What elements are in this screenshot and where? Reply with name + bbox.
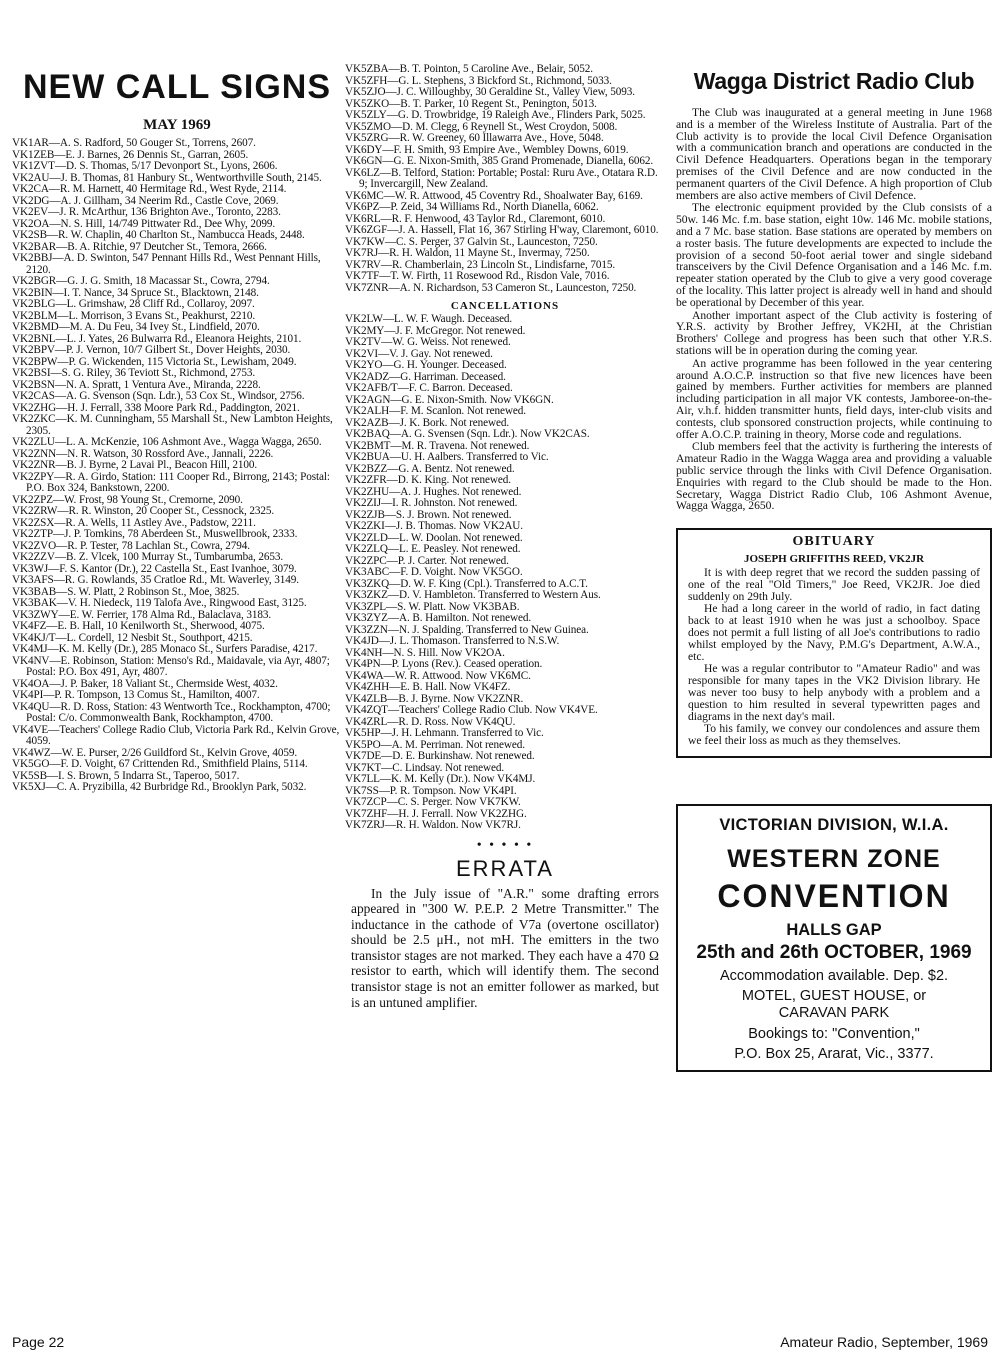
convention-accommodation: Accommodation available. Dep. $2. [719, 968, 949, 985]
call-sign-entry: VK1ZVT—D. S. Thomas, 5/17 Devonport St., Lyons, 2606. [12, 160, 278, 172]
cancellation-entry: VK2ZLQ—L. E. Peasley. Not renewed. [345, 543, 521, 555]
call-sign-entry: VK6LZ—B. Telford, Station: Portable; Postal: Ruru Ave., Otatara R.D. 9; Invercargill, New Zealand. [345, 166, 658, 190]
call-sign-entry: VK2DG—A. J. Gillham, 34 Neerim Rd., Castle Cove, 2069. [12, 194, 279, 207]
cancellation-entry: VK4NH—N. S. Hill. Now VK2OA. [345, 646, 505, 659]
call-sign-entry: VK4KJ/T—L. Cordell, 12 Nesbit St., Southport, 4215. [12, 631, 253, 644]
cancellation-entry: VK2ZFR—D. K. King. Not renewed. [345, 474, 511, 486]
convention-address: P.O. Box 25, Ararat, Vic., 3377. [734, 1046, 934, 1063]
call-sign-entry: VK1AR—A. S. Radford, 50 Gouger St., Torrens, 2607. [12, 137, 256, 149]
call-sign-list-continued [345, 64, 665, 294]
cancellation-entry: VK2AZB—J. K. Bork. Not renewed. [345, 416, 510, 429]
cancellation-entry: VK2TV—W. G. Weiss. Not renewed. [345, 336, 511, 348]
obituary-text [688, 567, 980, 747]
cancellation-entry: VK3ZYZ—A. B. Hamilton. Not renewed. [345, 612, 532, 624]
month-heading: MAY 1969 [143, 117, 211, 133]
convention-dates: 25th and 26th OCTOBER, 1969 [696, 942, 972, 964]
call-sign-entry: VK4MJ—K. M. Kelly (Dr.), 285 Monaco St., Surfers Paradise, 4217. [12, 643, 318, 655]
cancellation-entry: VK2ADZ—G. Harriman. Deceased. [345, 370, 506, 383]
call-sign-entry: VK2ZKC—K. M. Cunningham, 55 Marshall St., New Lambton Heights, 2305. [12, 413, 333, 437]
call-sign-entry: VK2ZZV—B. Z. Vlcek, 100 Murray St., Tumbarumba, 2653. [12, 551, 284, 563]
call-sign-entry: VK5ZMO—D. M. Clegg, 6 Reynell St., West Croydon, 5008. [345, 120, 618, 133]
call-sign-entry: VK6GN—G. E. Nixon-Smith, 385 Grand Promenade, Dianella, 6062. [345, 155, 654, 167]
call-sign-entry: VK5ZBA—B. T. Pointon, 5 Caroline Ave., Belair, 5052. [345, 63, 593, 75]
call-sign-entry: VK7ZNR—A. N. Richardson, 53 Cameron St., Launceston, 7250. [345, 281, 637, 294]
publication-info: Amateur Radio, September, 1969 [780, 1334, 988, 1350]
call-sign-entry: VK2BLM—L. Morrison, 3 Evans St., Peakhurst, 2210. [12, 309, 256, 322]
convention-lodging-1: MOTEL, GUEST HOUSE, or [741, 988, 927, 1005]
call-sign-entry: VK2BNL—L. J. Yates, 26 Bulwarra Rd., Eleanora Heights, 2101. [12, 332, 302, 345]
call-sign-entry: VK4NV—E. Robinson, Station: Menso's Rd., Maidavale, via Ayr, 4807; Postal: P.O. Box 491, Ayr, 4807. [12, 654, 330, 678]
cancellations-heading: CANCELLATIONS [450, 300, 560, 312]
obituary-box [676, 528, 992, 758]
call-sign-entry: VK5ZJO—J. C. Willoughby, 30 Geraldine St., Valley View, 5093. [345, 86, 635, 98]
call-sign-entry: VK2ZPY—R. A. Girdo, Station: 111 Cooper Rd., Birrong, 2143; Postal: P.O. Box 324, Bankstown, 2200. [12, 470, 330, 494]
cancellation-entry: VK2MY—J. F. McGregor. Not renewed. [345, 324, 526, 337]
convention-advert [676, 804, 992, 1072]
call-sign-entry: VK2SB—R. W. Chaplin, 40 Charlton St., Nambucca Heads, 2448. [12, 229, 305, 241]
call-sign-entry: VK4FZ—E. B. Hall, 10 Kenilworth St., Sherwood, 4075. [12, 620, 265, 632]
call-sign-entry: VK5ZFH—G. L. Stephens, 3 Bickford St., Richmond, 5033. [345, 74, 612, 87]
cancellation-entry: VK4JD—J. L. Thomason. Transferred to N.S.W. [345, 635, 560, 647]
call-sign-entry: VK2EV—J. R. McArthur, 136 Brighton Ave., Toronto, 2283. [12, 206, 281, 218]
convention-location: HALLS GAP [786, 921, 882, 940]
call-sign-entry: VK5SB—I. S. Brown, 5 Indarra St., Taperoo, 5017. [12, 769, 240, 782]
right-column [676, 64, 992, 1072]
cancellation-entry: VK2AFB/T—F. C. Barron. Deceased. [345, 382, 513, 394]
call-sign-entry: VK2OA—N. S. Hill, 14/749 Pittwater Rd., Dee Why, 2099. [12, 217, 276, 230]
call-sign-list [12, 138, 342, 794]
call-sign-entry: VK5GO—F. D. Voight, 67 Crittenden Rd., Smithfield Plains, 5114. [12, 758, 308, 770]
cancellation-entry: VK3ABC—F. D. Voight. Now VK5GO. [345, 566, 523, 578]
obituary-heading: OBITUARY [792, 534, 876, 550]
cancellation-entry: VK2ZIJ—I. R. Johnston. Not renewed. [345, 497, 518, 509]
call-sign-entry: VK6RL—R. F. Henwood, 43 Taylor Rd., Claremont, 6010. [345, 212, 606, 225]
cancellation-entry: VK4ZLB—B. J. Byrne. Now VK2ZNR. [345, 692, 524, 705]
cancellation-entry: VK2BAQ—A. G. Svensen (Sqn. Ldr.). Now VK2CAS. [345, 428, 590, 440]
cancellation-entry: VK7SS—P. R. Tompson. Now VK4PI. [345, 784, 517, 797]
section-title: NEW CALL SIGNS [22, 68, 332, 106]
call-sign-entry: VK2ZTP—J. P. Tomkins, 78 Aberdeen St., Muswellbrook, 2333. [12, 528, 298, 540]
convention-lodging-2: CARAVAN PARK [778, 1005, 890, 1022]
call-sign-entry: VK6DY—F. H. Smith, 93 Empire Ave., Wembley Downs, 6019. [345, 143, 629, 156]
cancellation-entry: VK2BUA—U. H. Aalbers. Transferred to Vic. [345, 451, 549, 463]
convention-title: CONVENTION [717, 878, 951, 915]
cancellation-entry: VK5HP—J. H. Lehmann. Transferred to Vic. [345, 727, 544, 739]
call-sign-entry: VK6ZGF—J. A. Hassell, Flat 16, 367 Stirling H'way, Claremont, 6010. [345, 224, 659, 236]
middle-column [345, 64, 665, 1010]
cancellation-entry: VK3ZZN—N. J. Spalding. Transferred to New Guinea. [345, 623, 589, 636]
convention-zone: WESTERN ZONE [727, 845, 941, 874]
wagga-club-heading: Wagga District Radio Club [693, 68, 975, 94]
cancellation-entry: VK7DE—D. E. Burkinshaw. Not renewed. [345, 750, 535, 762]
call-sign-entry: VK3BAB—S. W. Platt, 2 Robinson St., Moe, 3825. [12, 585, 240, 598]
call-sign-entry: VK7TF—T. W. Firth, 11 Rosewood Rd., Risdon Vale, 7016. [345, 270, 610, 282]
cancellation-entry: VK5PO—A. M. Perriman. Not renewed. [345, 738, 525, 751]
call-sign-entry: VK3AFS—R. G. Rowlands, 35 Cratloe Rd., Mt. Waverley, 3149. [12, 574, 299, 586]
call-sign-entry: VK2BPV—P. J. Vernon, 10/7 Gilbert St., Dover Heights, 2030. [12, 344, 291, 356]
cancellation-entry: VK2ZPC—P. J. Carter. Not renewed. [345, 554, 509, 567]
article-paragraph: The electronic equipment provided by the Club consists of a 50w. 146 Mc. f.m. base station, eight 10w. 146 Mc. mobile stations, and a 7 Mc. base station. Base stations are operated by members on a roster basis. The future developments are expected to include the provision of a second 50-foot aerial tower and single sideband transceivers by the Civil Defence Organisation and a 146 Mc. f.m. repeater station operated by the Club to give a very good coverage of the locality. This latter project is already well in hand and should be operational by December of this year. [676, 201, 992, 309]
cancellation-entry: VK2BMT—M. R. Travena. Not renewed. [345, 439, 530, 452]
errata-heading: ERRATA [456, 855, 554, 881]
cancellation-entry: VK7KT—C. Lindsay. Not renewed. [345, 761, 505, 774]
cancellation-entry: VK4PN—P. Lyons (Rev.). Ceased operation. [345, 658, 543, 670]
call-sign-entry: VK5ZRG—R. W. Greeney, 60 Illawarra Ave., Hove, 5048. [345, 132, 604, 144]
article-paragraph: Another important aspect of the Club activity is fostering of Y.R.S. activity by Brother Jeffrey, VK2HI, at the Christian Brothers' College and progress has been such that other Y.R.S. stations will be in operation during the coming year. [676, 308, 992, 357]
cancellation-entry: VK2YO—G. H. Younger. Deceased. [345, 359, 507, 371]
obituary-paragraph: He was a regular contributor to "Amateur Radio" and was responsible for many tapes in the VK2 Division library. He was never too busy to help anybody with a problem and a question to him resulted in several typewritten pages and diagrams in the next day's mail. [688, 662, 980, 723]
call-sign-entry: VK2BSI—S. G. Riley, 36 Teviott St., Richmond, 2753. [12, 367, 256, 379]
article-paragraph: Club members feel that the activity is furthering the interests of Amateur Radio in the Wagga Wagga area and providing a valuable public service through the links with Civil Defence Organisation. Enquiries with regard to the Club should be made to the Hon. Secretary, Wagga District Radio Club, 106 Ashmont Avenue, Wagga Wagga, 2650. [676, 440, 992, 513]
cancellation-entry: VK2ZKI—J. B. Thomas. Now VK2AU. [345, 520, 523, 532]
article-paragraph: An active programme has been followed in the year centering around A.O.C.P. instruction so that five new licences have been gained by members. Further activities for members are planned including participation in all major VK contests, Jamboree-on-the-Air, v.h.f. hidden transmitter hunts, field days, inter-club visits and contests, club sponsored construction projects, while continuing to offer A.O.C.P. training in theory, Morse code and regulations. [676, 356, 992, 441]
cancellation-entry: VK2ZJB—S. J. Brown. Not renewed. [345, 508, 512, 521]
call-sign-entry: VK2BIN—I. T. Nance, 34 Spruce St., Blacktown, 2148. [12, 286, 259, 299]
obituary-subject: JOSEPH GRIFFITHS REED, VK2JR [743, 553, 925, 566]
call-sign-entry: VK2ZVO—R. P. Tester, 78 Lachlan St., Cowra, 2794. [12, 539, 250, 552]
cancellation-entry: VK2ZHU—A. J. Hughes. Not renewed. [345, 485, 522, 498]
call-sign-entry: VK4QU—R. D. Ross, Station: 43 Wentworth Tce., Rockhampton, 4700; Postal: C/o. Commonwealth Bank, Rockhampton, 4700. [12, 700, 331, 724]
cancellation-entry: VK2VI—V. J. Gay. Not renewed. [345, 347, 493, 360]
convention-bookings: Bookings to: "Convention," [748, 1026, 920, 1043]
new-call-signs-column [12, 60, 342, 794]
cancellation-entry: VK4WA—W. R. Attwood. Now VK6MC. [345, 669, 531, 682]
call-sign-entry: VK4WZ—W. E. Purser, 2/26 Guildford St., Kelvin Grove, 4059. [12, 746, 298, 759]
article-paragraph: The Club was inaugurated at a general meeting in June 1968 and is a member of the Wireless Institute of Australia. Part of the Club activity is to provide the local Civil Defence Organisation with a communication branch and operations are conducted in the Civil Defence Headquarters. Operations began in the temporary premises of the Civil Defence and are now conducted in the permanent quarters of the Civil Defence. A high proportion of Club members are also active members of Civil Defence. [676, 106, 992, 202]
call-sign-entry: VK7RV—R. Chamberlain, 23 Lincoln St., Lindisfarne, 7015. [345, 258, 616, 271]
errata-body: In the July issue of "A.R." some drafting errors appeared in "300 W. P.E.P. 2 Metre Transmitter." The inductance in the cathode of V7a (overtone oscillator) should be 2.5 μH., not mH. The emitters in the two transistor stages are not marked. They each have a 470 Ω resistor to earth, which will identify them. The second transistor stage is not an emitter follower as marked, but is an untuned amplifier. [351, 885, 659, 1010]
cancellations-list [345, 314, 665, 832]
call-sign-entry: VK2BGR—G. J. G. Smith, 18 Macassar St., Cowra, 2794. [12, 275, 270, 287]
call-sign-entry: VK6MC—W. R. Attwood, 45 Coventry Rd., Shoalwater Bay, 6169. [345, 189, 643, 202]
cancellation-entry: VK2ZLD—L. W. Doolan. Not renewed. [345, 531, 523, 544]
call-sign-entry: VK2ZHG—H. J. Ferrall, 338 Moore Park Rd., Paddington, 2021. [12, 401, 300, 414]
call-sign-entry: VK2CAS—A. G. Svenson (Sqn. Ldr.), 53 Cox St., Windsor, 2756. [12, 390, 305, 402]
cancellation-entry: VK3ZKZ—D. V. Hambleton. Transferred to Western Aus. [345, 589, 601, 601]
cancellation-entry: VK4ZQT—Teachers' College Radio Club. Now VK4VE. [345, 704, 598, 716]
wagga-club-article [676, 107, 992, 512]
obituary-paragraph: It is with deep regret that we record the sudden passing of one of the real "Old Timers," Joe Reed, VK2JR. Joe died suddenly on 29th July. [688, 566, 980, 603]
cancellation-entry: VK2AGN—G. E. Nixon-Smith. Now VK6GN. [345, 393, 554, 406]
cancellation-entry: VK4ZRL—R. D. Ross. Now VK4QU. [345, 715, 516, 728]
call-sign-entry: VK2BSN—N. A. Spratt, 1 Ventura Ave., Miranda, 2228. [12, 378, 261, 391]
call-sign-entry: VK2ZNR—B. J. Byrne, 2 Lavai Pl., Beacon Hill, 2100. [12, 459, 258, 471]
call-sign-entry: VK3ZWY—E. W. Ferrier, 178 Alma Rd., Balaclava, 3183. [12, 608, 272, 621]
call-sign-entry: VK2BLG—L. Grimshaw, 28 Cliff Rd., Collaroy, 2097. [12, 298, 255, 310]
call-sign-entry: VK4OA—J. P. Baker, 18 Valiant St., Chermside West, 4032. [12, 677, 278, 690]
cancellation-entry: VK3ZPL—S. W. Platt. Now VK3BAB. [345, 600, 520, 613]
separator-dots: • • • • • [476, 837, 534, 853]
call-sign-entry: VK2CA—R. M. Harnett, 40 Hermitage Rd., West Ryde, 2114. [12, 183, 287, 195]
call-sign-entry: VK4PI—P. R. Tompson, 13 Comus St., Hamilton, 4007. [12, 689, 260, 701]
call-sign-entry: VK5ZKO—B. T. Parker, 10 Regent St., Penington, 5013. [345, 97, 597, 110]
call-sign-entry: VK5XJ—C. A. Pryzibilla, 42 Burbridge Rd., Brooklyn Park, 5032. [12, 781, 307, 793]
cancellation-entry: VK2BZZ—G. A. Bentz. Not renewed. [345, 462, 515, 475]
call-sign-entry: VK4VE—Teachers' College Radio Club, Victoria Park Rd., Kelvin Grove, 4059. [12, 723, 340, 747]
call-sign-entry: VK7RJ—R. H. Waldon, 11 Mayne St., Invermay, 7250. [345, 247, 590, 259]
cancellation-entry: VK2LW—L. W. F. Waugh. Deceased. [345, 313, 513, 325]
call-sign-entry: VK3WJ—F. S. Kantor (Dr.), 22 Castella St., East Ivanhoe, 3079. [12, 562, 297, 575]
convention-division: VICTORIAN DIVISION, W.I.A. [719, 816, 949, 835]
call-sign-entry: VK2ZLU—L. A. McKenzie, 106 Ashmont Ave., Wagga Wagga, 2650. [12, 436, 322, 448]
call-sign-entry: VK3BAK—V. H. Niedeck, 119 Talofa Ave., Ringwood East, 3125. [12, 597, 307, 609]
obituary-paragraph: He had a long career in the world of radio, in fact dating back to at least 1910 when he was just a schoolboy. Space does not permit a full listing of all Joe's contributions to radio whilst employed by the Navy, P.M.G's Department, A.W.A., etc. [688, 602, 980, 663]
cancellation-entry: VK7ZCP—C. S. Perger. Now VK7KW. [345, 796, 521, 808]
cancellation-entry: VK7ZHF—H. J. Ferrall. Now VK2ZHG. [345, 807, 527, 820]
call-sign-entry: VK2AU—J. B. Thomas, 81 Hanbury St., Wentworthville South, 2145. [12, 171, 322, 184]
call-sign-entry: VK6PZ—P. Zeid, 34 Williams Rd., North Dianella, 6062. [345, 201, 599, 213]
call-sign-entry: VK2ZSX—R. A. Wells, 11 Astley Ave., Padstow, 2211. [12, 516, 256, 529]
call-sign-entry: VK2ZPZ—W. Frost, 98 Young St., Cremorne, 2090. [12, 493, 243, 506]
cancellation-entry: VK7LL—K. M. Kelly (Dr.). Now VK4MJ. [345, 773, 536, 785]
cancellation-entry: VK4ZHH—E. B. Hall. Now VK4FZ. [345, 681, 511, 693]
call-sign-entry: VK2BMD—M. A. Du Feu, 34 Ivey St., Lindfield, 2070. [12, 321, 260, 333]
call-sign-entry: VK5ZLY—G. D. Trowbridge, 19 Raleigh Ave., Flinders Park, 5025. [345, 109, 646, 121]
call-sign-entry: VK1ZEB—E. J. Barnes, 26 Dennis St., Garran, 2605. [12, 148, 249, 161]
call-sign-entry: VK2BPW—P. G. Wickenden, 115 Victoria St., Lewisham, 2049. [12, 355, 297, 368]
cancellation-entry: VK3ZKQ—D. W. F. King (Cpl.). Transferred to A.C.T. [345, 577, 588, 590]
call-sign-entry: VK7KW—C. S. Perger, 37 Galvin St., Launceston, 7250. [345, 235, 598, 248]
call-sign-entry: VK2ZRW—R. R. Winston, 20 Cooper St., Cessnock, 2325. [12, 505, 275, 517]
call-sign-entry: VK2ZNN—N. R. Watson, 30 Rossford Ave., Jannali, 2226. [12, 447, 274, 460]
obituary-paragraph: To his family, we convey our condolences and assure them we feel their loss as much as they themselves. [688, 722, 980, 748]
cancellation-entry: VK2ALH—F. M. Scanlon. Not renewed. [345, 405, 526, 417]
page-number: Page 22 [12, 1334, 65, 1350]
cancellation-entry: VK7ZRJ—R. H. Waldon. Now VK7RJ. [345, 819, 521, 831]
call-sign-entry: VK2BAR—B. A. Ritchie, 97 Deutcher St., Temora, 2666. [12, 240, 267, 253]
call-sign-entry: VK2BBJ—A. D. Swinton, 547 Pennant Hills Rd., West Pennant Hills, 2120. [12, 252, 321, 276]
